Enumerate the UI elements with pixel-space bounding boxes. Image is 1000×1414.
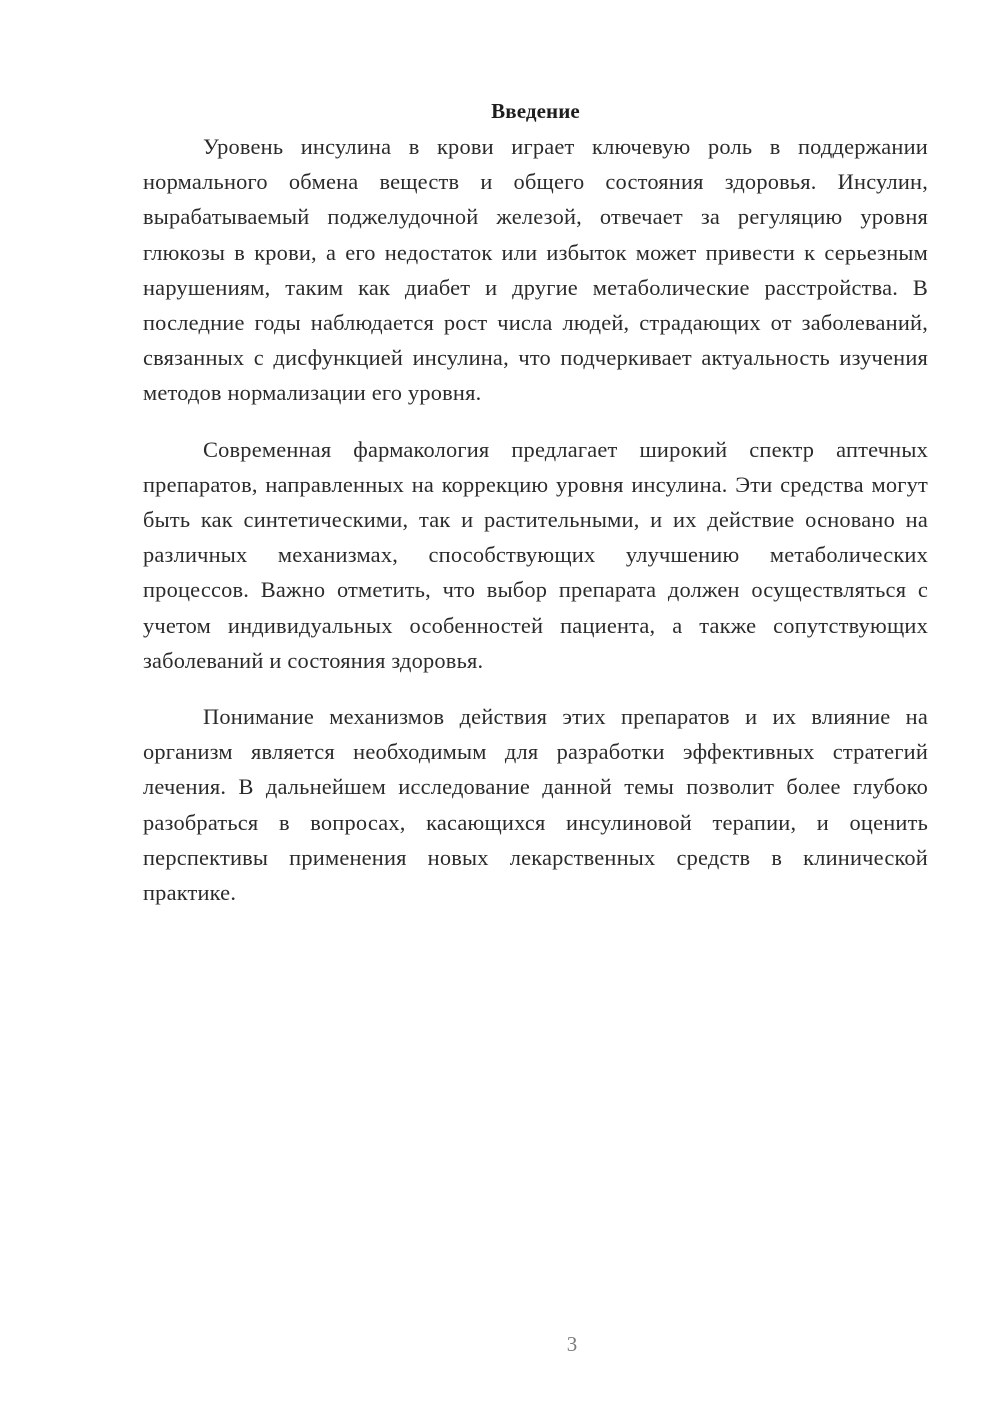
page-content [143, 94, 928, 910]
paragraph-2: Современная фармакология предлагает широкий спектр аптечных препаратов, направленных на коррекцию уровня инсулина. Эти средства могут быть как синтетическими, так и растительными, и их действие основано на различных механизмах, способствующих улучшению метаболических процессов. Важно отметить, что выбор препарата должен осуществляться с учетом индивидуальных особенностей пациента, а также сопутствующих заболеваний и состояния здоровья. [143, 436, 928, 673]
paragraph-3: Понимание механизмов действия этих препаратов и их влияние на организм является необходимым для разработки эффективных стратегий лечения. В дальнейшем исследование данной темы позволит более глубоко разобраться в вопросах, касающихся инсулиновой терапии, и оценить перспективы применения новых лекарственных средств в клинической практике. [143, 704, 928, 906]
section-heading: Введение [491, 99, 580, 123]
page-number: 3 [566, 1332, 578, 1356]
paragraph-1: Уровень инсулина в крови играет ключевую роль в поддержании нормального обмена веществ и общего состояния здоровья. Инсулин, вырабатываемый поджелудочной железой, отвечает за регуляцию уровня глюкозы в крови, а его недостаток или избыток может привести к серьезным нарушениям, таким как диабет и другие метаболические расстройства. В последние годы наблюдается рост числа людей, страдающих от заболеваний, связанных с дисфункцией инсулина, что подчеркивает актуальность изучения методов нормализации его уровня. [143, 134, 928, 406]
